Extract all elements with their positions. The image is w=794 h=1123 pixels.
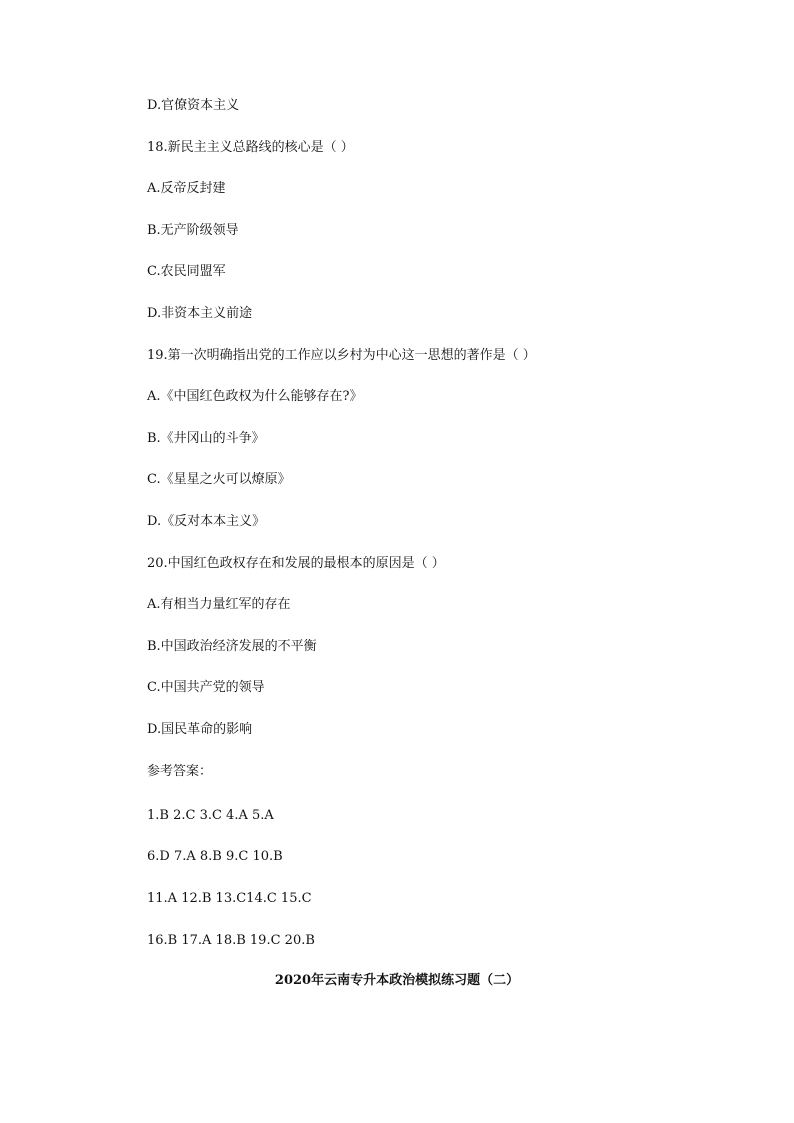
answer-row: 6.D 7.A 8.B 9.C 10.B	[147, 849, 283, 864]
option-17-d: D.官僚资本主义	[147, 98, 240, 113]
option-20-a: A.有相当力量红军的存在	[147, 597, 291, 612]
question-18: 18.新民主主义总路线的核心是（ ）	[147, 140, 354, 155]
option-18-b: B.无产阶级领导	[147, 223, 239, 238]
answer-key-label: 参考答案：	[147, 764, 213, 779]
option-18-c: C.农民同盟军	[147, 264, 226, 279]
question-20: 20.中国红色政权存在和发展的最根本的原因是（ ）	[147, 556, 445, 571]
answer-row: 11.A 12.B 13.C14.C 15.C	[147, 891, 312, 906]
answer-row: 1.B 2.C 3.C 4.A 5.A	[147, 808, 274, 823]
option-20-c: C.中国共产党的领导	[147, 680, 265, 695]
option-19-d: D.《反对本本主义》	[147, 514, 266, 529]
answer-row: 16.B 17.A 18.B 19.C 20.B	[147, 933, 315, 948]
question-19: 19.第一次明确指出党的工作应以乡村为中心这一思想的著作是（ ）	[147, 348, 536, 363]
option-20-d: D.国民革命的影响	[147, 722, 253, 737]
option-19-c: C.《星星之火可以燎原》	[147, 472, 291, 487]
option-19-a: A.《中国红色政权为什么能够存在?》	[147, 389, 363, 404]
option-19-b: B.《井冈山的斗争》	[147, 431, 265, 446]
option-18-a: A.反帝反封建	[147, 181, 226, 196]
option-18-d: D.非资本主义前途	[147, 306, 253, 321]
option-20-b: B.中国政治经济发展的不平衡	[147, 639, 317, 654]
section-heading: 2020年云南专升本政治模拟练习题（二）	[274, 973, 520, 988]
